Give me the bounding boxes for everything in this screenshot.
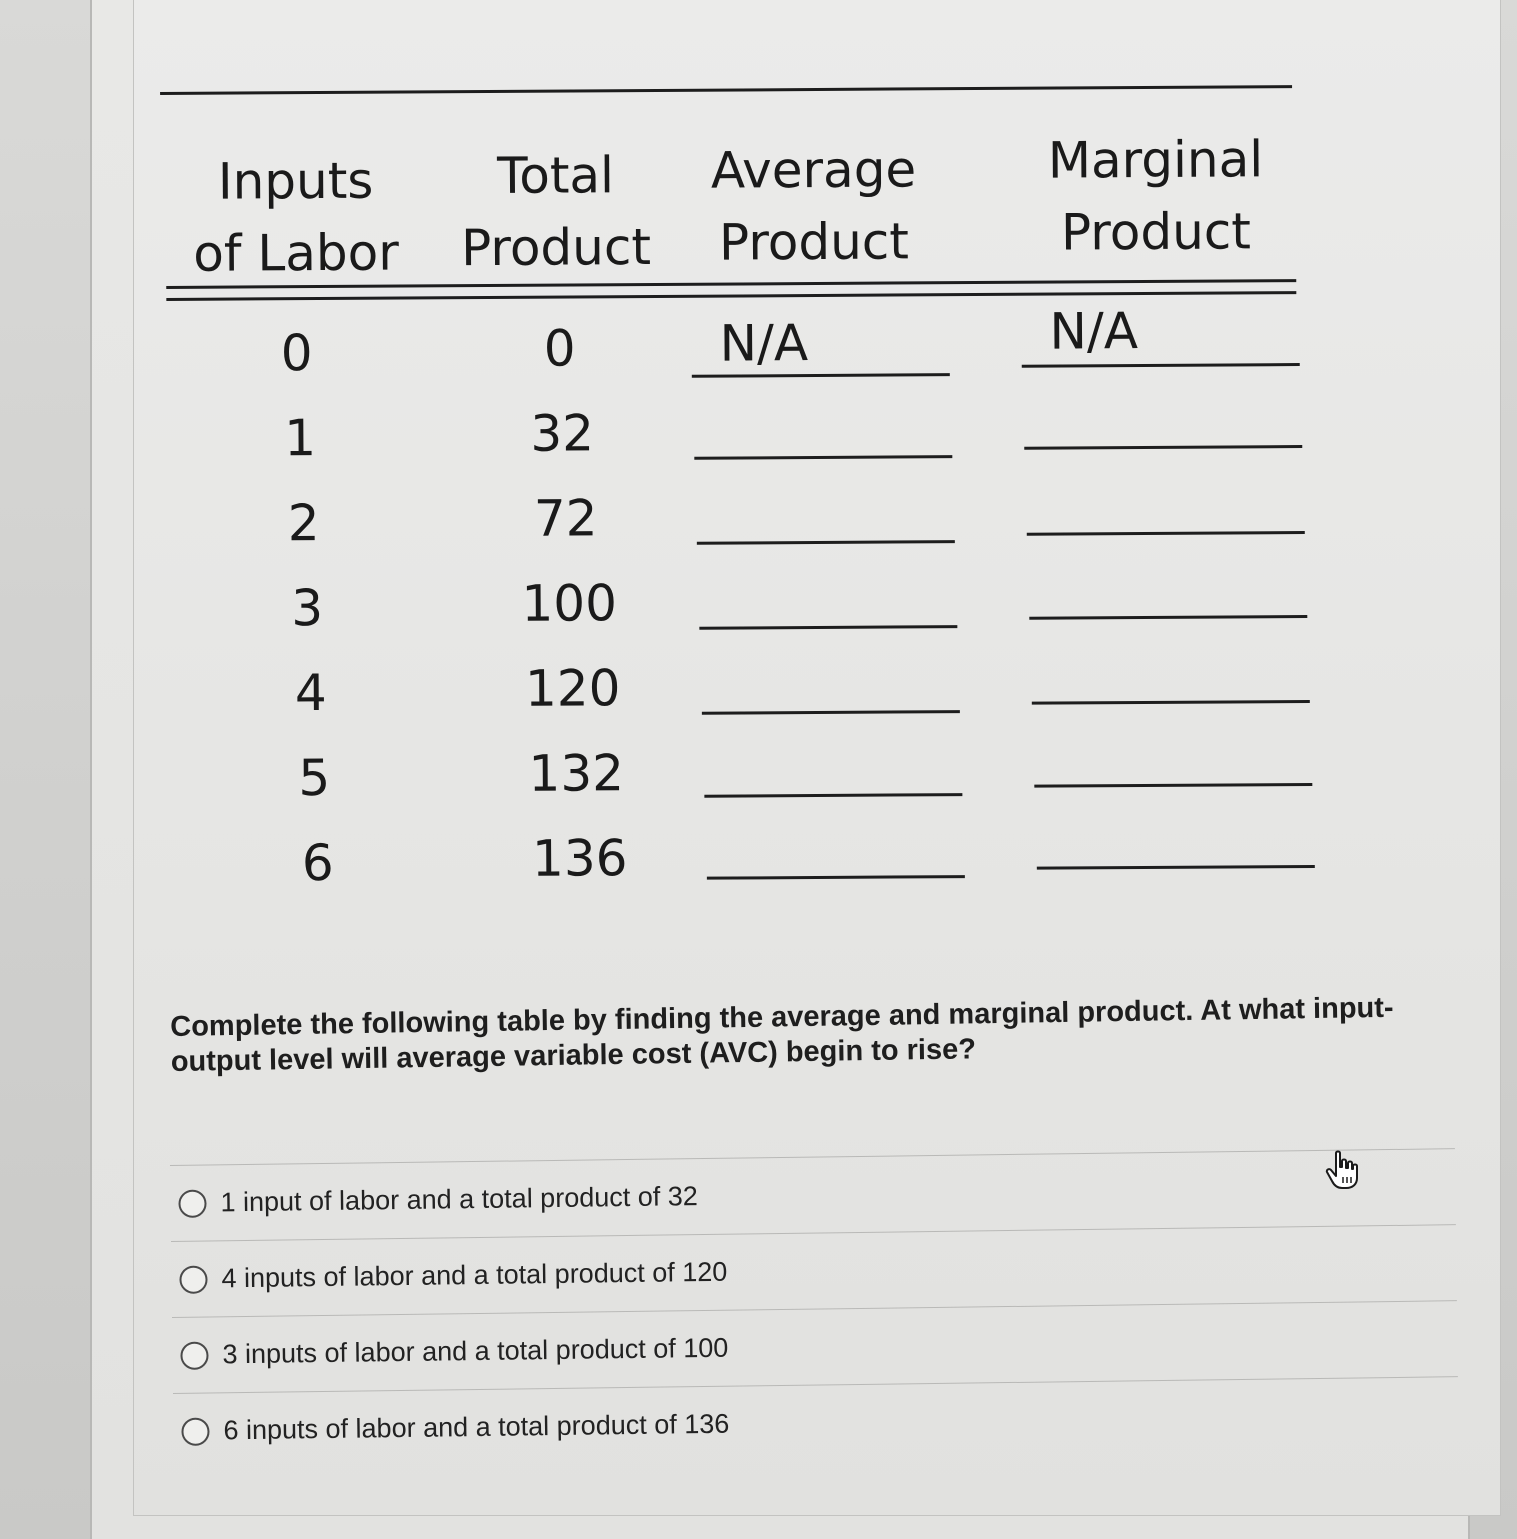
total-cell: 132 bbox=[528, 744, 625, 803]
option-label[interactable]: 4 inputs of labor and a total product of 120 bbox=[221, 1256, 728, 1294]
labor-cell: 0 bbox=[280, 324, 313, 383]
option-label[interactable]: 1 input of labor and a total product of 32 bbox=[220, 1181, 698, 1218]
average-blank[interactable] bbox=[704, 793, 962, 798]
average-blank[interactable] bbox=[697, 540, 955, 545]
total-cell: 0 bbox=[543, 319, 576, 378]
total-cell: 32 bbox=[530, 404, 595, 463]
radio-unchecked-icon[interactable] bbox=[180, 1341, 208, 1369]
marginal-blank[interactable] bbox=[1029, 615, 1307, 620]
header-average-product: Average Product bbox=[710, 140, 917, 272]
product-table bbox=[160, 73, 1305, 900]
option-label[interactable]: 6 inputs of labor and a total product of 136 bbox=[223, 1408, 730, 1446]
labor-cell: 6 bbox=[301, 833, 334, 893]
total-cell: 100 bbox=[521, 574, 618, 633]
average-blank[interactable] bbox=[699, 625, 957, 630]
average-blank[interactable] bbox=[707, 875, 965, 880]
marginal-blank[interactable] bbox=[1027, 531, 1305, 536]
total-cell: 136 bbox=[531, 829, 628, 888]
marginal-blank[interactable] bbox=[1034, 783, 1312, 788]
marginal-blank[interactable] bbox=[1024, 445, 1302, 450]
average-blank[interactable] bbox=[692, 373, 950, 378]
average-blank[interactable] bbox=[694, 455, 952, 460]
labor-cell: 4 bbox=[294, 663, 327, 723]
average-blank[interactable] bbox=[702, 710, 960, 715]
radio-unchecked-icon[interactable] bbox=[178, 1189, 206, 1217]
marginal-blank[interactable] bbox=[1022, 363, 1300, 368]
header-marginal-product: Marginal Product bbox=[1047, 130, 1264, 262]
radio-unchecked-icon[interactable] bbox=[179, 1265, 207, 1293]
radio-unchecked-icon[interactable] bbox=[181, 1417, 209, 1445]
hand-pointer-icon bbox=[1325, 1150, 1361, 1190]
labor-cell: 5 bbox=[298, 748, 331, 808]
header-inputs-of-labor: Inputs of Labor bbox=[193, 151, 399, 283]
labor-cell: 3 bbox=[291, 579, 324, 638]
labor-cell: 2 bbox=[287, 494, 320, 553]
header-total-product: Total Product bbox=[460, 146, 652, 278]
total-cell: 120 bbox=[524, 659, 621, 718]
answer-options bbox=[170, 1148, 1459, 1469]
question-text: Complete the following table by finding the average and marginal product. At what input- output level will average variable cost (AVC) begin to rise? bbox=[170, 991, 1394, 1078]
total-cell: 72 bbox=[533, 489, 598, 548]
option-label[interactable]: 3 inputs of labor and a total product of 100 bbox=[222, 1332, 729, 1370]
average-cell: N/A bbox=[719, 314, 809, 373]
marginal-blank[interactable] bbox=[1037, 865, 1315, 870]
marginal-cell: N/A bbox=[1049, 302, 1139, 361]
table-top-rule bbox=[160, 85, 1292, 95]
labor-cell: 1 bbox=[284, 409, 317, 468]
marginal-blank[interactable] bbox=[1032, 700, 1310, 705]
